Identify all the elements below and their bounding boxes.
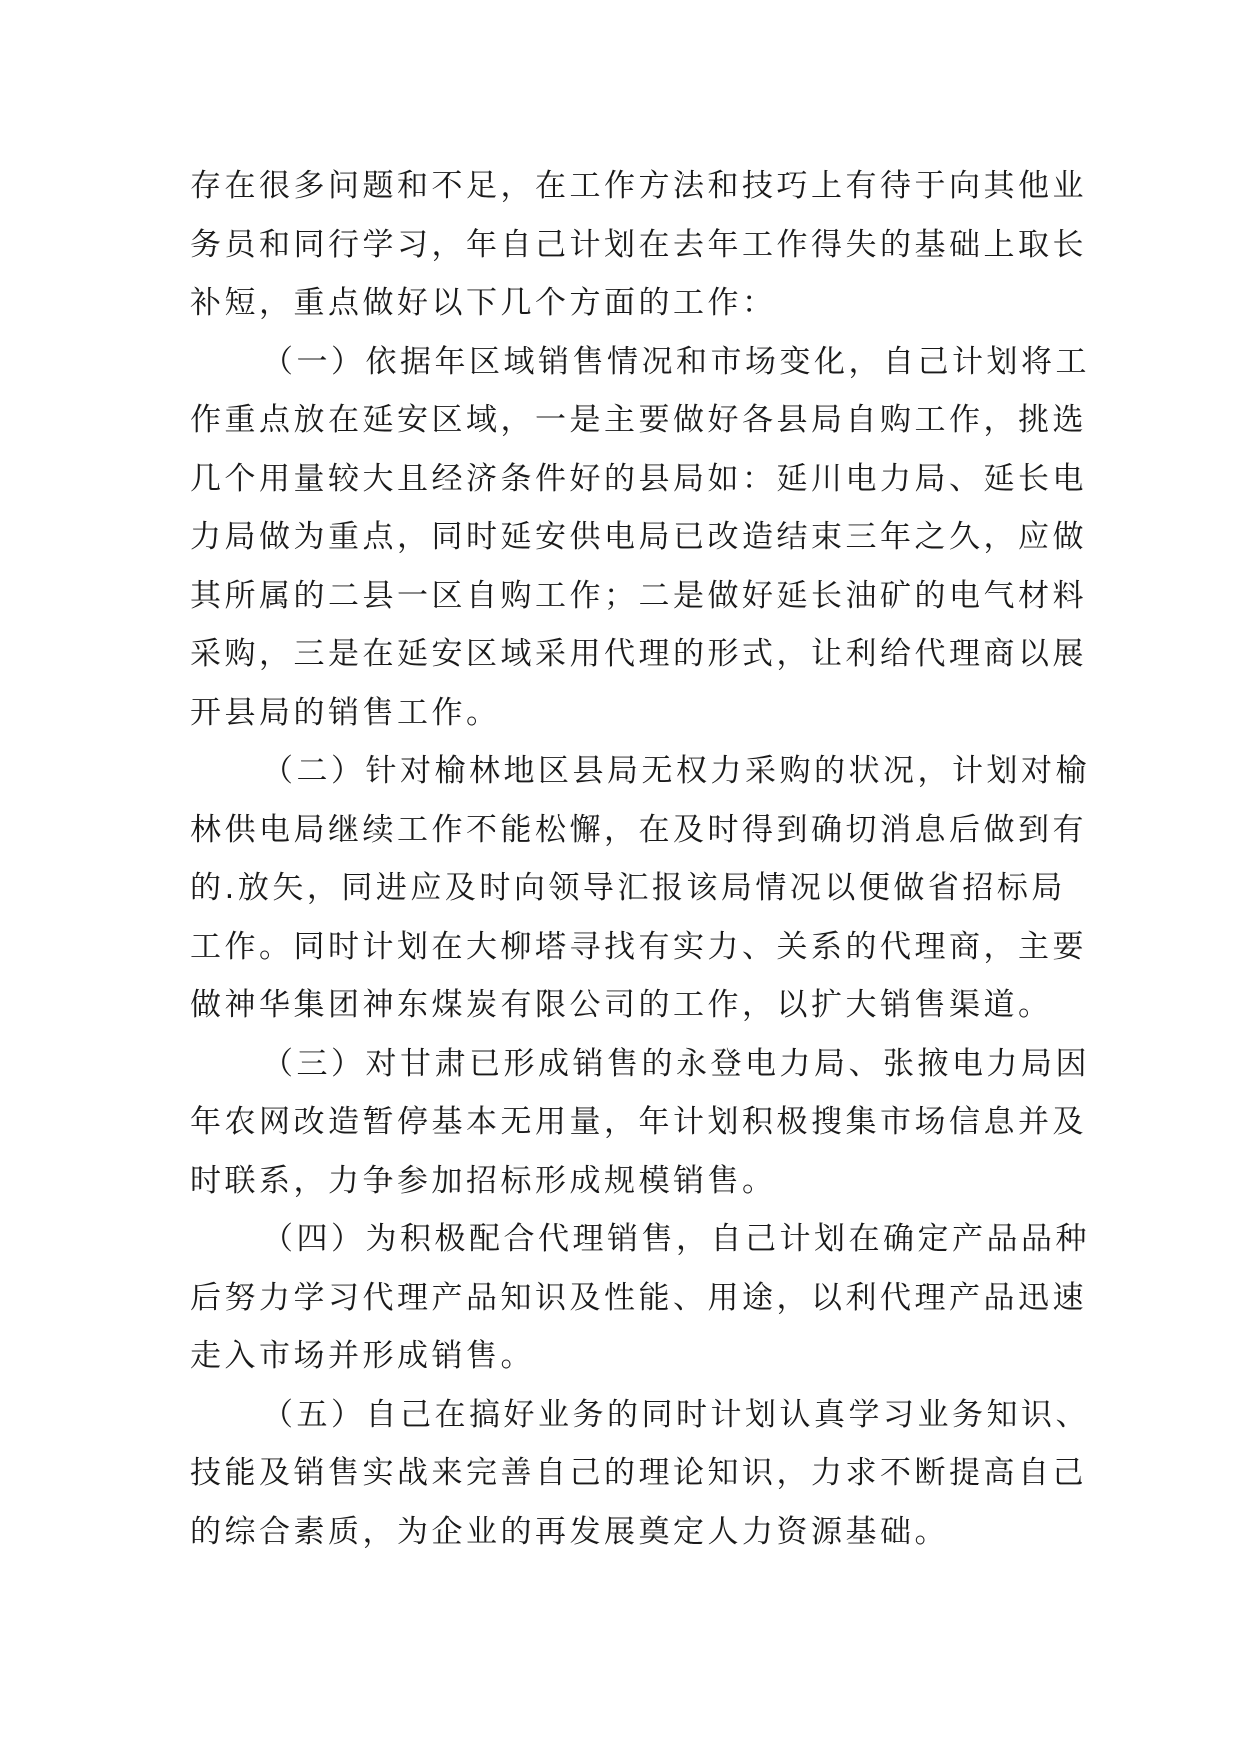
text-line: 年农网改造暂停基本无用量，年计划积极搜集市场信息并及 <box>190 1104 1087 1140</box>
text-line: 的.放矢，同进应及时向领导汇报该局情况以便做省招标局 <box>190 870 1066 906</box>
text-line: 开县局的销售工作。 <box>190 694 501 731</box>
text-line: 做神华集团神东煤炭有限公司的工作，以扩大销售渠道。 <box>190 987 1053 1023</box>
text-line: 林供电局继续工作不能松懈，在及时得到确切消息后做到有 <box>190 811 1087 848</box>
text-line: 采购，三是在延安区域采用代理的形式，让利给代理商以展 <box>190 636 1087 672</box>
text-line: 走入市场并形成销售。 <box>190 1338 535 1374</box>
text-line: 补短，重点做好以下几个方面的工作： <box>190 285 777 321</box>
text-line: 时联系，力争参加招标形成规模销售。 <box>190 1162 777 1199</box>
paragraph-start-line: （三）对甘肃已形成销售的永登电力局、张掖电力局因 <box>262 1045 1090 1082</box>
text-line: 几个用量较大且经济条件好的县局如：延川电力局、延长电 <box>190 460 1087 497</box>
text-line: 后努力学习代理产品知识及性能、用途，以利代理产品迅速 <box>190 1279 1087 1316</box>
text-line: 存在很多问题和不足，在工作方法和技巧上有待于向其他业 <box>190 168 1087 204</box>
paragraph-start-line: （五）自己在搞好业务的同时计划认真学习业务知识、 <box>262 1396 1090 1433</box>
text-line: 技能及销售实战来完善自己的理论知识，力求不断提高自己 <box>190 1455 1087 1491</box>
text-line: 工作。同时计划在大柳塔寻找有实力、关系的代理商，主要 <box>190 928 1087 965</box>
text-line: 的综合素质，为企业的再发展奠定人力资源基础。 <box>190 1513 949 1550</box>
text-line: 其所属的二县一区自购工作；二是做好延长油矿的电气材料 <box>190 577 1087 614</box>
document-body <box>190 157 1090 1561</box>
paragraph-start-line: （一）依据年区域销售情况和市场变化，自己计划将工 <box>262 343 1090 380</box>
text-line: 作重点放在延安区域，一是主要做好各县局自购工作，挑选 <box>190 402 1087 438</box>
paragraph-start-line: （二）针对榆林地区县局无权力采购的状况，计划对榆 <box>262 753 1090 789</box>
text-line: 务员和同行学习，年自己计划在去年工作得失的基础上取长 <box>190 226 1087 263</box>
paragraph-start-line: （四）为积极配合代理销售，自己计划在确定产品品种 <box>262 1221 1090 1257</box>
text-line: 力局做为重点，同时延安供电局已改造结束三年之久，应做 <box>190 519 1087 555</box>
